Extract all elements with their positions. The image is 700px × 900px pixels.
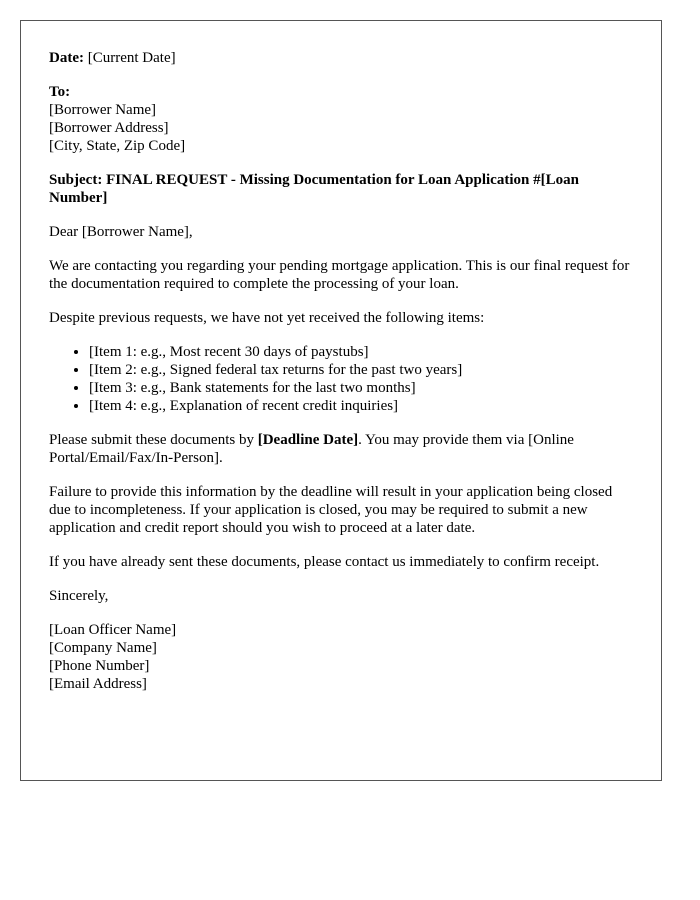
list-item: • [Item 4: e.g., Explanation of recent credit inquiries]	[89, 397, 633, 415]
recipient-label: To:	[49, 84, 71, 100]
letter-page	[20, 20, 662, 781]
intro-paragraph: We are contacting you regarding your pending mortgage application. This is our final request for the documentation required to complete the processing of your loan.	[49, 258, 630, 292]
list-item: • [Item 3: e.g., Bank statements for the last two months]	[89, 379, 633, 397]
recipient-city: [City, State, Zip Code]	[49, 138, 186, 154]
signature-company: [Company Name]	[49, 640, 157, 656]
date-line	[49, 49, 633, 67]
submit-paragraph	[49, 431, 633, 467]
list-item: • [Item 1: e.g., Most recent 30 days of paystubs]	[89, 343, 633, 361]
submit-before: Please submit these documents by	[49, 432, 258, 448]
list-item: • [Item 2: e.g., Signed federal tax returns for the past two years]	[89, 361, 633, 379]
recipient-name: [Borrower Name]	[49, 102, 157, 118]
date-label: Date:	[49, 50, 84, 66]
closing: Sincerely,	[49, 588, 109, 604]
subject-line: Subject: FINAL REQUEST - Missing Documentation for Loan Application #[Loan Number]	[49, 172, 579, 206]
submit-after: . You may provide them via [Online Portal/Email/Fax/In-Person].	[49, 432, 574, 466]
signature-phone: [Phone Number]	[49, 658, 150, 674]
failure-paragraph: Failure to provide this information by the deadline will result in your application being closed due to incompleteness. If your application is closed, you may be required to submit a new application and credit report should you wish to proceed at a later date.	[49, 484, 613, 536]
signature-email: [Email Address]	[49, 676, 147, 692]
already-sent-paragraph: If you have already sent these documents, please contact us immediately to confirm receipt.	[49, 554, 600, 570]
recipient-block	[49, 83, 633, 155]
missing-items-list	[49, 343, 633, 415]
greeting: Dear [Borrower Name],	[49, 224, 193, 240]
missing-items-intro: Despite previous requests, we have not yet received the following items:	[49, 310, 485, 326]
date-value: [Current Date]	[83, 50, 176, 66]
deadline-date: [Deadline Date]	[257, 432, 359, 448]
recipient-address: [Borrower Address]	[49, 120, 169, 136]
signature-officer: [Loan Officer Name]	[49, 622, 177, 638]
signature-block	[49, 621, 633, 693]
